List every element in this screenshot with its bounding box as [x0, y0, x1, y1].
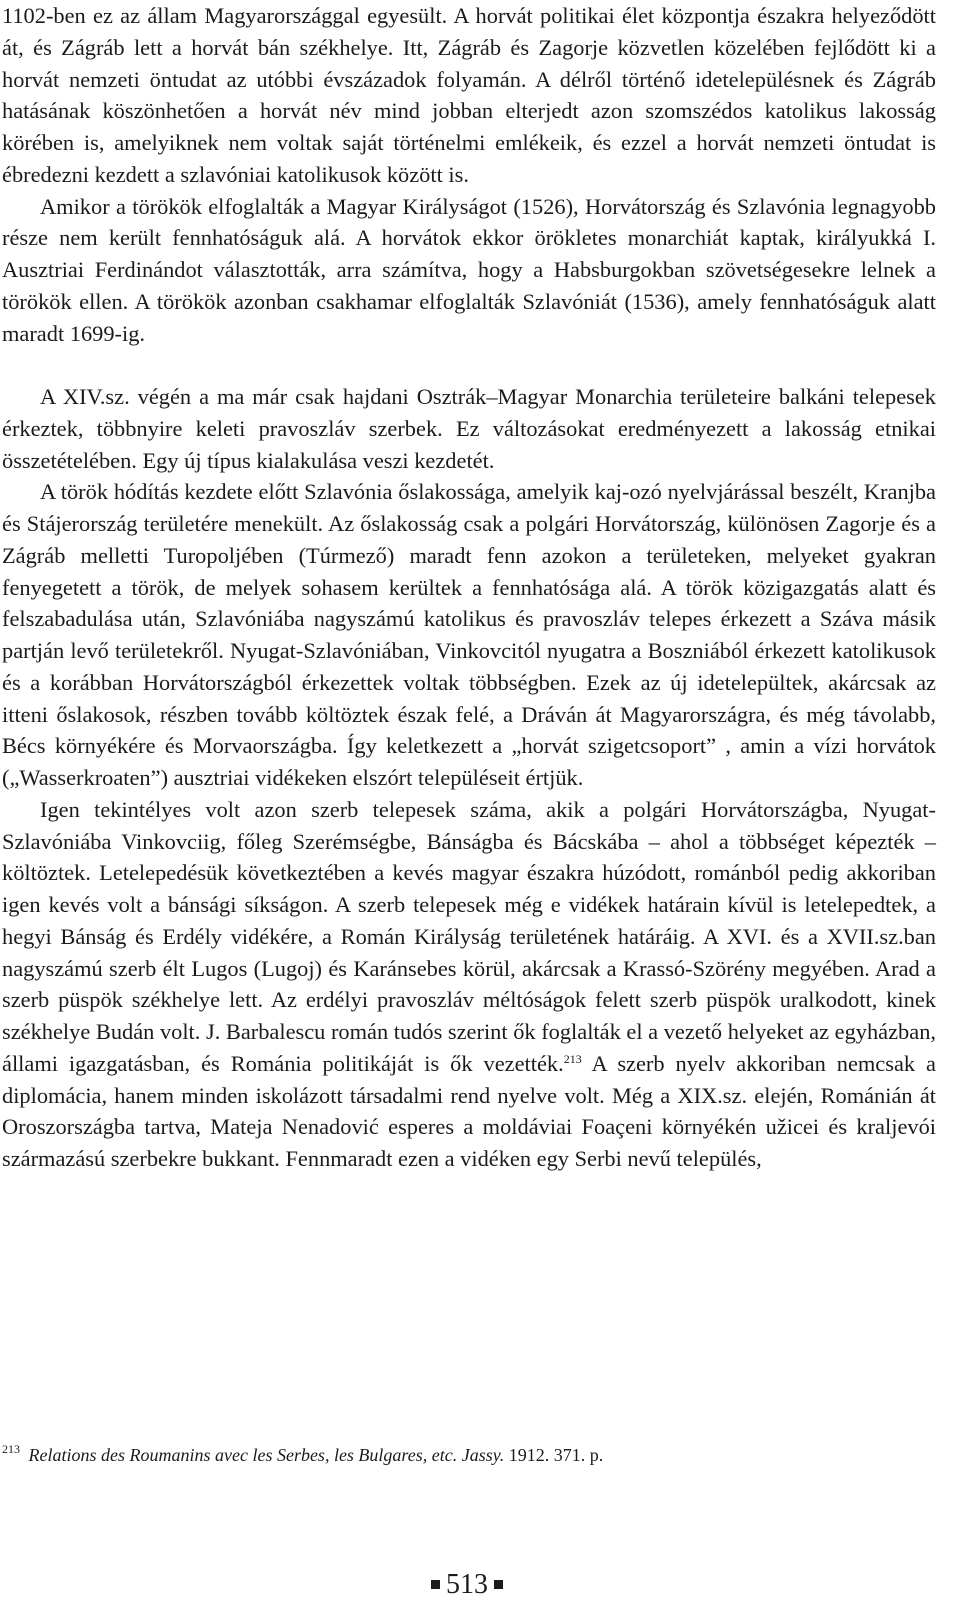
paragraph-3: A XIV.sz. végén a ma már csak hajdani Osztrák–Magyar Monarchia területeire balkáni telepesek érkeztek, többnyire keleti pravoszláv szerbek. Ez változásokat eredményezett a lakosság etnikai összetételében. Egy új típus kialakulása veszi kezdetét. [2, 384, 936, 473]
square-bullet-icon [431, 1580, 440, 1589]
body-text [2, 0, 936, 1175]
paragraph-1: 1102-ben ez az állam Magyarországgal egyesült. A horvát politikai élet központja északra helyeződött át, és Zágráb lett a horvát bán székhelye. Itt, Zágráb és Zagorje közvetlen közelében fejlődött ki a horvát nemzeti öntudat az utóbbi évszázadok folyamán. A délről történő idetelepülésnek és Zágráb hatásának köszönhetően a horvát név mind jobban elterjedt azon szomszédos katolikus lakosság körében is, amelyiknek nem voltak saját történelmi emlékeik, és ezzel a horvát nemzeti öntudat is ébredezni kezdett a szlavóniai katolikusok között is. [2, 3, 936, 187]
paragraph-5-main: Igen tekintélyes volt azon szerb telepesek száma, akik a polgári Horvátországba, Nyugat-Szlavóniába Vinkovciig, főleg Szerémségbe, Bánságba és Bácskába – ahol a többséget képezték – költöztek. Letelepedésük következtében a kevés magyar északra húzódott, románból pedig akkoriban igen kevés volt a bánsági síkságon. A szerb telepesek még e vidékek határain kívül is letelepedtek, a hegyi Bánság és Erdély vidékére, a Román Királyság területének határáig. A XVI. és a XVII.sz.ban nagyszámú szerb élt Lugos (Lugoj) és Karánsebes körül, akárcsak a Krassó-Szörény megyében. Arad a szerb püspök székhelye lett. Az erdélyi pravoszláv méltóságok felett szerb püspök uralkodott, kinek székhelye Budán volt. J. Barbalescu román tudós szerint ők foglalták el a vezető helyeket az egyházban, állami igazgatásban, és Románia politikáját is ők vezették. [2, 796, 936, 1076]
footnote-mark: 213 [2, 1442, 20, 1456]
page-number-block [0, 1568, 934, 1602]
footnote-reference[interactable]: 213 [563, 1051, 582, 1066]
paragraph-5-tail: A szerb nyelv akkoriban nemcsak a diplomácia, hanem minden iskolázott társadalmi rend nyelve volt. Még a XIX.sz. elején, Románián át Oroszországba tartva, Mateja Nenadović esperes a moldáviai Foaçeni környékén užicei és kraljevói származású szerbekre bukkant. Fennmaradt ezen a vidéken egy Serbi nevű település, [2, 1050, 936, 1171]
paragraph-2: Amikor a törökök elfoglalták a Magyar Királyságot (1526), Horvátország és Szlavónia legnagyobb része nem került fennhatóságuk alá. A horvátok ekkor örökletes monarchiát kaptak, királyukká I. Ausztriai Ferdinándot választották, arra számítva, hogy a Habsburgokban szövetségesekre lelnek a törökök ellen. A törökök azonban csakhamar elfoglalták Szlavóniát (1536), amely fennhatóságuk alatt maradt 1699-ig. [2, 193, 936, 346]
square-bullet-icon [494, 1580, 503, 1589]
page-number: 513 [446, 1569, 488, 1600]
footnote [2, 1442, 936, 1468]
footnote-title: Relations des Roumanins avec les Serbes, les Bulgares, etc. Jassy. [28, 1445, 505, 1465]
paragraph-5 [2, 794, 936, 1175]
paragraph-4: A török hódítás kezdete előtt Szlavónia őslakossága, amelyik kaj-ozó nyelvjárással beszélt, Kranjba és Stájerország területére menekült. Az őslakosság csak a polgári Horvátország, különösen Zagorje és a Zágráb melletti Turopoljében (Túrmező) maradt fenn azokon a területeken, melyeket gyakran fenyegetett a török, de melyek sohasem kerültek a fennhatósága alá. A török közigazgatás alatt és felszabadulása után, Szlavóniába nagyszámú katolikus és pravoszláv telepes érkezett a Száva másik partján levő területekről. Nyugat-Szlavóniában, Vinkovcitól nyugatra a Boszniából érkezett katolikusok és a korábban Horvátországból érkezettek voltak többségben. Ezek az új idetelepültek, akárcsak az itteni őslakosok, részben tovább költöztek észak felé, a Dráván át Magyarországra, és még távolabb, Bécs környékére és Morvaországba. Így keletkezett a „horvát szigetcsoport” , amin a vízi horvátok („Wasserkroaten”) ausztriai vidékeken elszórt településeit értjük. [2, 479, 936, 790]
footnote-details: 1912. 371. p. [504, 1445, 604, 1465]
